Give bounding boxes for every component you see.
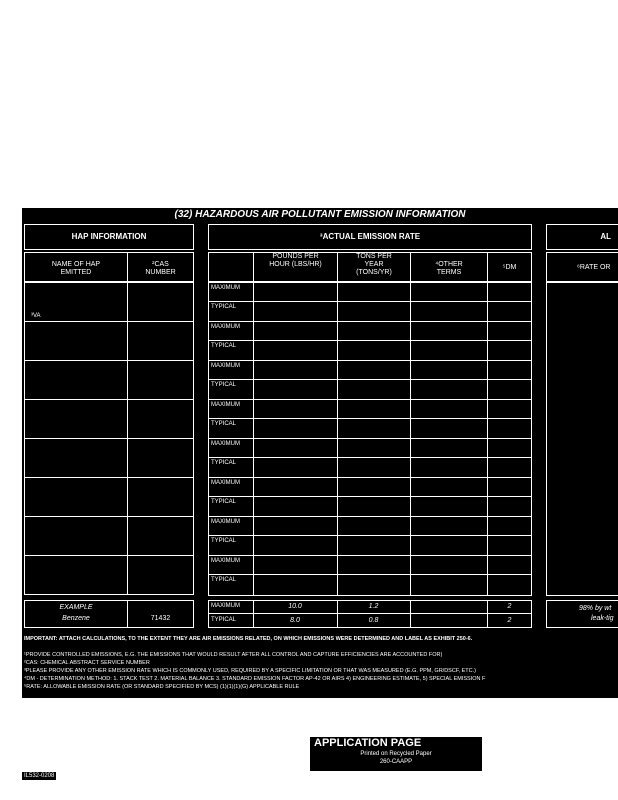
example-typ-lbs: 8.0 <box>290 617 300 624</box>
example-hap-name: Benzene <box>62 615 90 622</box>
rate-or-label: ⁶RATE OR <box>577 264 611 271</box>
example-max-lbs: 10.0 <box>288 603 302 610</box>
cas-number-cell[interactable] <box>127 360 194 400</box>
hap-name-cell[interactable] <box>24 282 128 322</box>
hap-name-cell[interactable] <box>24 438 128 478</box>
example-allowable-box <box>546 600 618 628</box>
example-name-box <box>24 600 128 628</box>
row-label-typical: TYPICAL <box>211 382 237 388</box>
cas-number-cell[interactable] <box>127 516 194 556</box>
row-label-typical: TYPICAL <box>211 538 237 544</box>
row-label-maximum: MAXIMUM <box>211 285 240 291</box>
example-cas-box <box>127 600 194 628</box>
emission-table <box>22 222 618 632</box>
pounds-per-hour-label: POUNDS PER HOUR (LBS/HR) <box>269 253 322 268</box>
form-code: 260-CAAPP <box>379 759 413 765</box>
example-allowable-2: leak-tig <box>591 615 614 622</box>
tons-per-year-header <box>337 252 411 282</box>
emission-grid-border <box>208 282 532 596</box>
form-title: (32) HAZARDOUS AIR POLLUTANT EMISSION INFORMATION <box>22 208 618 222</box>
example-cas-value: 71432 <box>150 615 171 622</box>
other-terms-label: ⁴OTHER TERMS <box>435 261 463 276</box>
hap-name-cell[interactable] <box>24 516 128 556</box>
cas-number-cell[interactable] <box>127 477 194 517</box>
example-max-dm: 2 <box>507 603 512 610</box>
row-label-typical: TYPICAL <box>211 460 237 466</box>
row-label-typical: TYPICAL <box>211 304 237 310</box>
example-typ-tons: 0.8 <box>368 617 379 624</box>
row-type-header <box>208 252 254 282</box>
dm-label: ⁵DM <box>502 264 517 271</box>
form-id: IL532-0208 <box>24 773 55 779</box>
hap-name-cell[interactable] <box>24 360 128 400</box>
application-page-block <box>310 737 482 771</box>
hap-name-cell[interactable] <box>24 555 128 595</box>
dm-header <box>487 252 532 282</box>
allowable-header <box>546 224 618 250</box>
cas-number-header <box>127 252 194 282</box>
allowable-rate-column[interactable] <box>546 282 618 596</box>
name-of-hap-header <box>24 252 128 282</box>
row-label-typical: TYPICAL <box>211 499 237 505</box>
printed-recycled: Printed on Recycled Paper <box>360 751 432 757</box>
hap-info-title: HAP INFORMATION <box>71 232 147 241</box>
cas-number-cell[interactable] <box>127 282 194 322</box>
row-label-maximum: MAXIMUM <box>211 324 240 330</box>
hap-name-cell[interactable] <box>24 321 128 361</box>
row-label-typical: TYPICAL <box>211 421 237 427</box>
row-label-maximum: MAXIMUM <box>211 402 240 408</box>
example-allowable: 98% by wt <box>579 605 612 612</box>
row-label-typical: TYPICAL <box>211 343 237 349</box>
important-note: IMPORTANT: ATTACH CALCULATIONS, TO THE EXTENT THEY ARE AIR EMISSIONS RELATED, ON WHICH EMISSIONS WERE DETERMINED AND LABEL AS EXHIBIT 250-6. <box>24 636 473 642</box>
footnote-2: ²CAS: CHEMICAL ABSTRACT SERVICE NUMBER <box>24 660 150 666</box>
example-label: EXAMPLE <box>59 604 93 611</box>
row-label-maximum: MAXIMUM <box>211 519 240 525</box>
row-label-maximum: MAXIMUM <box>211 558 240 564</box>
actual-emission-header <box>208 224 532 250</box>
footnote-4: ⁴DM - DETERMINATION METHOD: 1. STACK TEST 2. MATERIAL BALANCE 3. STANDARD EMISSION FACTOR AP-42 OR AIRS 4) ENGINEERING ESTIMATE, 5) SPECIAL EMISSION F <box>24 676 486 682</box>
row-label-maximum: MAXIMUM <box>211 441 240 447</box>
example-typ-dm: 2 <box>507 617 512 624</box>
pounds-per-hour-header <box>253 252 338 282</box>
footnotes <box>22 632 618 698</box>
example-row-maximum: MAXIMUM <box>211 603 240 609</box>
allowable-title: AL <box>600 232 611 241</box>
row-label-typical: TYPICAL <box>211 577 237 583</box>
example-row-typical: TYPICAL <box>211 617 237 623</box>
actual-emission-title: ³ACTUAL EMISSION RATE <box>319 232 421 241</box>
hap-info-header <box>24 224 194 250</box>
rate-or-header <box>546 252 618 282</box>
row-label-maximum: MAXIMUM <box>211 480 240 486</box>
footnote-5: ⁵RATE: ALLOWABLE EMISSION RATE (OR STANDARD SPECIFIED BY MCS) (1)(1)(1)(G) APPLICABLE RULE <box>24 684 300 690</box>
cas-number-cell[interactable] <box>127 321 194 361</box>
tons-per-year-label: TONS PER YEAR (TONS/YR) <box>356 253 392 276</box>
footnote-3: ³PLEASE PROVIDE ANY OTHER EMISSION RATE WHICH IS COMMONLY USED, REQUIRED BY A SPECIFIC LIMITATION OR THAT WAS MEASURED (E.G. PPM, GR/DSCF, ETC.) <box>24 668 476 674</box>
hap-name-cell[interactable] <box>24 399 128 439</box>
row-label-maximum: MAXIMUM <box>211 363 240 369</box>
cas-number-cell[interactable] <box>127 399 194 439</box>
cas-number-cell[interactable] <box>127 438 194 478</box>
application-page-title: APPLICATION PAGE <box>314 737 422 749</box>
example-max-tons: 1.2 <box>368 603 379 610</box>
hap-name-cell[interactable] <box>24 477 128 517</box>
other-terms-header <box>410 252 488 282</box>
footnote-1: ¹PROVIDE CONTROLLED EMISSIONS, E.G. THE EMISSIONS THAT WOULD RESULT AFTER ALL CONTROL AND CAPTURE EFFICIENCIES ARE ACCOUNTED FOR) <box>24 652 443 658</box>
name-of-hap-label: NAME OF HAP EMITTED <box>51 261 101 276</box>
cas-number-cell[interactable] <box>127 555 194 595</box>
cas-number-label: ²CAS NUMBER <box>145 261 176 276</box>
hap-name-value: ³VA <box>31 313 41 319</box>
